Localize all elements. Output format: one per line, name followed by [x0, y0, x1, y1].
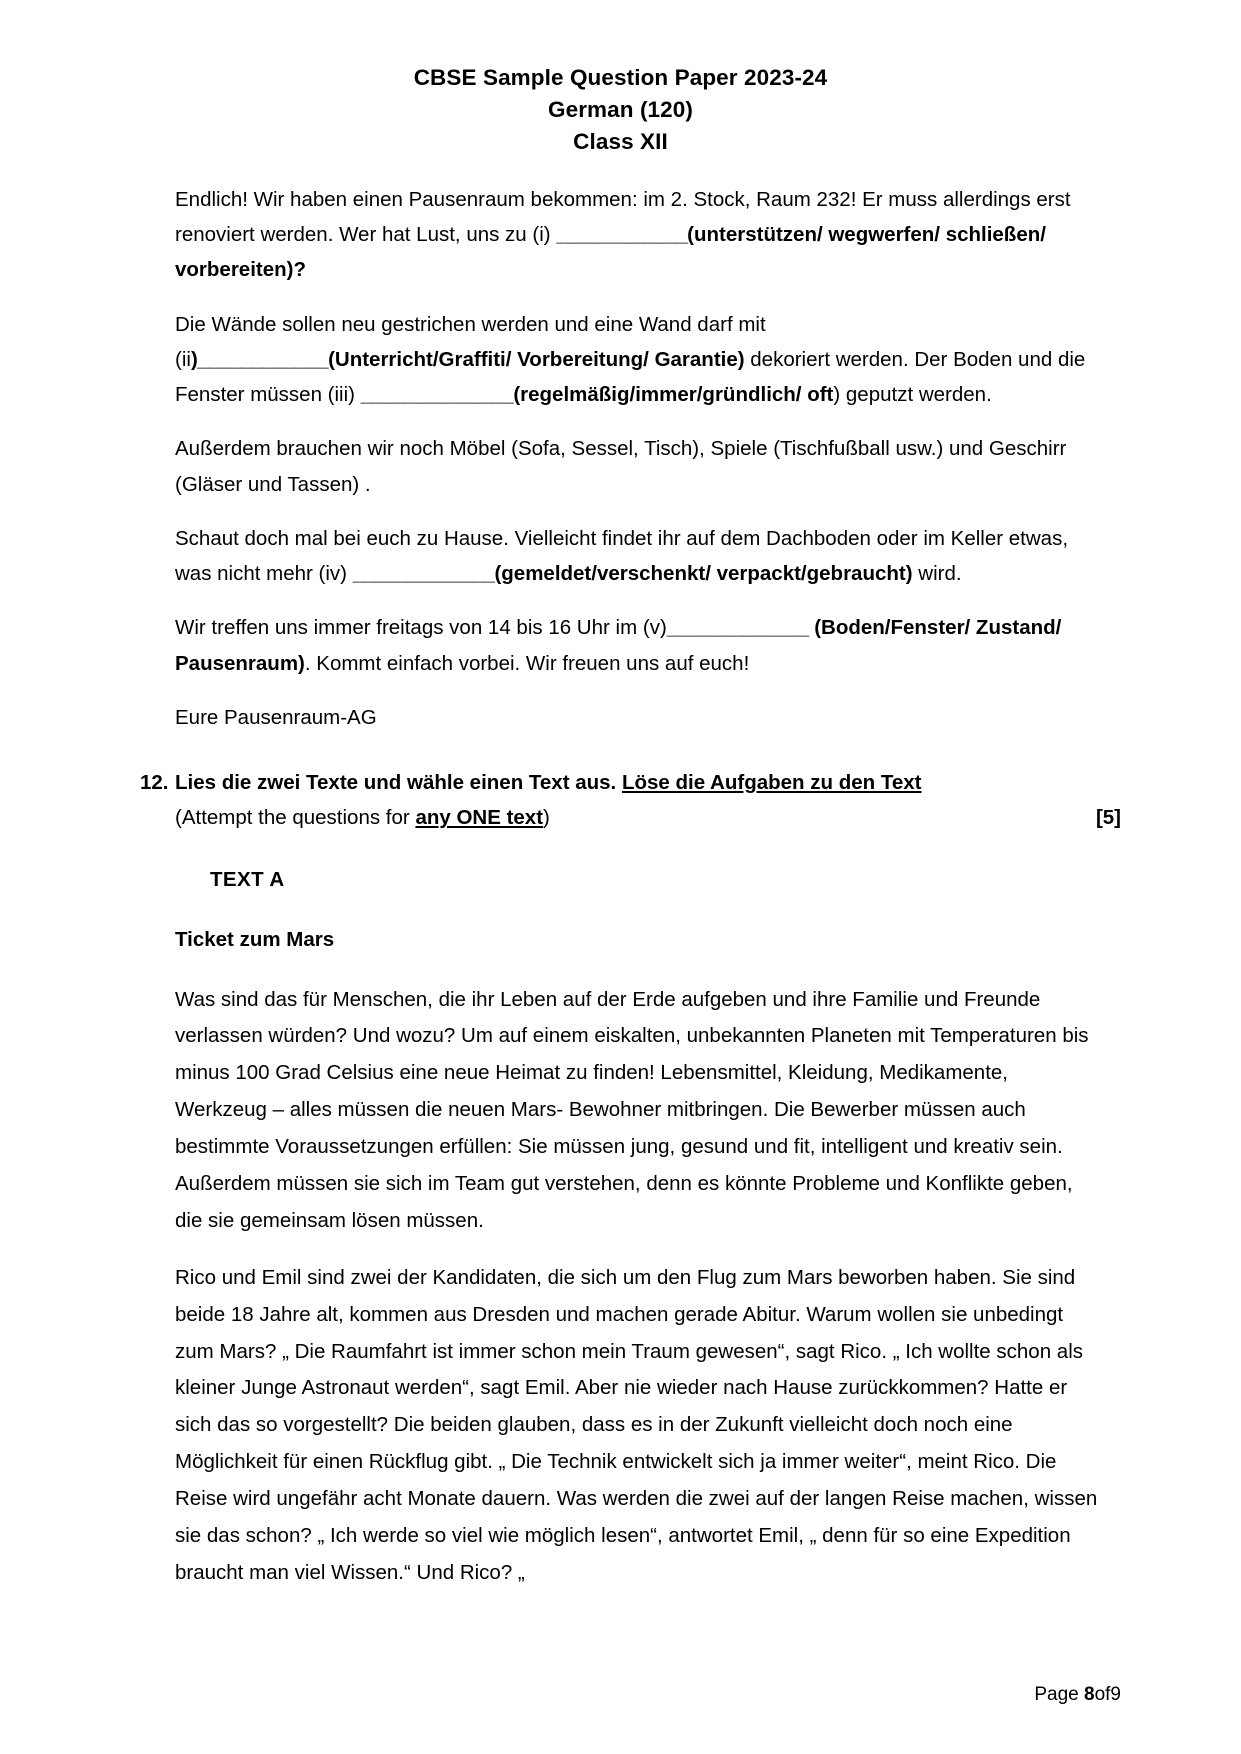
question-12-marks: [5] [1095, 806, 1121, 830]
footer-prefix: Page [1034, 1684, 1084, 1705]
letter-p4-text-a: Schaut doch mal bei euch zu Hause. Vielleicht findet ihr auf dem Dachboden oder im Keller etwas, was nicht mehr (iv) [175, 526, 1069, 586]
text-a-paragraph-2: Rico und Emil sind zwei der Kandidaten, die sich um den Flug zum Mars beworben haben. Sie sind beide 18 Jahre alt, kommen aus Dresden und machen gerade Abitur. Warum wollen sie unbedingt zum Mars? „ Die Raumfahrt ist immer schon mein Traum gewesen“, sagt Rico. „ Ich wollte schon als kleiner Junge Astronaut werden“, sagt Emil. Aber nie wieder nach Hause zurückkommen? Hatte er sich das so vorgestellt? Die beiden glauben, dass es in der Zukunft vielleicht doch noch eine Möglichkeit für einen Rückflug gibt. „ Die Technik entwickelt sich ja immer weiter“, meint Rico. Die Reise wird ungefähr acht Monate dauern. Was werden die zwei auf der langen Reise machen, wissen sie das schon? „ Ich werde so viel wie möglich lesen“, antwortet Emil, „ denn für so eine Expedition braucht man viel Wissen.“ Und Rico? „ [175, 1265, 1098, 1584]
question-12-english-b: ) [543, 806, 550, 830]
letter-p5-blank: _____________ [666, 616, 809, 640]
letter-p1-text-a: Endlich! Wir haben einen Pausenraum bekommen: im 2. Stock, Raum 232! Er muss allerdings erst renoviert werden. Wer hat Lust, uns zu (i) [175, 187, 1071, 247]
footer-page-number: 8 [1084, 1684, 1095, 1705]
letter-p2-blank-2: ______________ [360, 383, 514, 407]
text-a-passages [120, 982, 1121, 1592]
letter-p5-text-b: . Kommt einfach vorbei. Wir freuen uns auf euch! [304, 651, 750, 675]
header-line-3: Class XII [573, 128, 668, 154]
letter-p4-options: (gemeldet/verschenkt/ verpackt/gebraucht) [494, 562, 913, 586]
question-12-english-bold: any ONE text [415, 806, 544, 830]
letter-p1-blank: ____________ [556, 223, 688, 247]
question-12-line-2 [175, 800, 1121, 835]
text-a-label: TEXT A [210, 867, 285, 891]
question-12-line-1 [175, 765, 1121, 800]
text-a-title: Ticket zum Mars [175, 927, 335, 951]
letter-paragraph-3: Außerdem brauchen wir noch Möbel (Sofa, Sessel, Tisch), Spiele (Tischfußball usw.) und Geschirr (Gläser und Tassen) . [175, 437, 1067, 496]
letter-paragraph-1 [175, 182, 1103, 288]
letter-p5-text-a: Wir treffen uns immer freitags von 14 bis 16 Uhr im (v) [175, 616, 667, 640]
question-12-instruction-underlined: Löse die Aufgaben zu den Text [621, 771, 922, 795]
header-line-2: German (120) [547, 96, 693, 122]
question-12-instruction: Lies die zwei Texte und wähle einen Text aus. [175, 771, 622, 795]
page-header [120, 62, 1121, 158]
question-12-english-instruction [175, 800, 550, 835]
letter-p2-marker: (ii [175, 347, 191, 371]
question-12-english-a: (Attempt the questions for [175, 806, 416, 830]
header-line-1: CBSE Sample Question Paper 2023-24 [413, 65, 828, 90]
footer-suffix: of9 [1094, 1684, 1121, 1705]
letter-p2-text-c: ) geputzt werden. [833, 383, 992, 407]
letter-p4-text-b: wird. [912, 562, 962, 586]
letter-paragraph-4 [175, 521, 1103, 592]
letter-signoff: Eure Pausenraum-AG [175, 705, 377, 729]
letter-paragraph-2 [175, 307, 1103, 413]
letter-p2-options-2: (regelmäßig/immer/gründlich/ oft [513, 383, 834, 407]
letter-p2-text-a: Die Wände sollen neu gestrichen werden und eine Wand darf mit [175, 312, 766, 336]
letter-paragraph-5 [175, 610, 1103, 681]
letter-p2-text-b: dekoriert werden. Der Boden und die Fenster müssen (iii) [175, 347, 1086, 407]
letter-p5-options: (Boden/Fenster/ Zustand/ Pausenraum) [175, 616, 1062, 675]
page-footer [1034, 1684, 1121, 1706]
letter-p2-blank-1: )____________ [190, 347, 329, 371]
letter-p4-blank: _____________ [352, 562, 495, 586]
question-12 [120, 765, 1121, 836]
text-a-paragraph-1: Was sind das für Menschen, die ihr Leben auf der Erde aufgeben und ihre Familie und Freunde verlassen würden? Und wozu? Um auf einem eiskalten, unbekannten Planeten mit Temperaturen bis minus 100 Grad Celsius eine neue Heimat zu finden! Lebensmittel, Kleidung, Medikamente, Werkzeug – alles müssen die neuen Mars- Bewohner mitbringen. Die Bewerber müssen auch bestimmte Voraussetzungen erfüllen: Sie müssen jung, gesund und fit, intelligent und kreativ sein. Außerdem müssen sie sich im Team gut verstehen, denn es könnte Probleme und Konflikte geben, die sie gemeinsam lösen müssen. [175, 987, 1089, 1232]
letter-p2-options-1: (Unterricht/Graffiti/ Vorbereitung/ Garantie) [328, 347, 745, 371]
letter-body [120, 182, 1121, 735]
question-12-number: 12. [140, 771, 169, 795]
letter-p1-options: (unterstützen/ wegwerfen/ schließen/ vorbereiten)? [175, 223, 1046, 282]
question-12-body [175, 765, 1121, 836]
